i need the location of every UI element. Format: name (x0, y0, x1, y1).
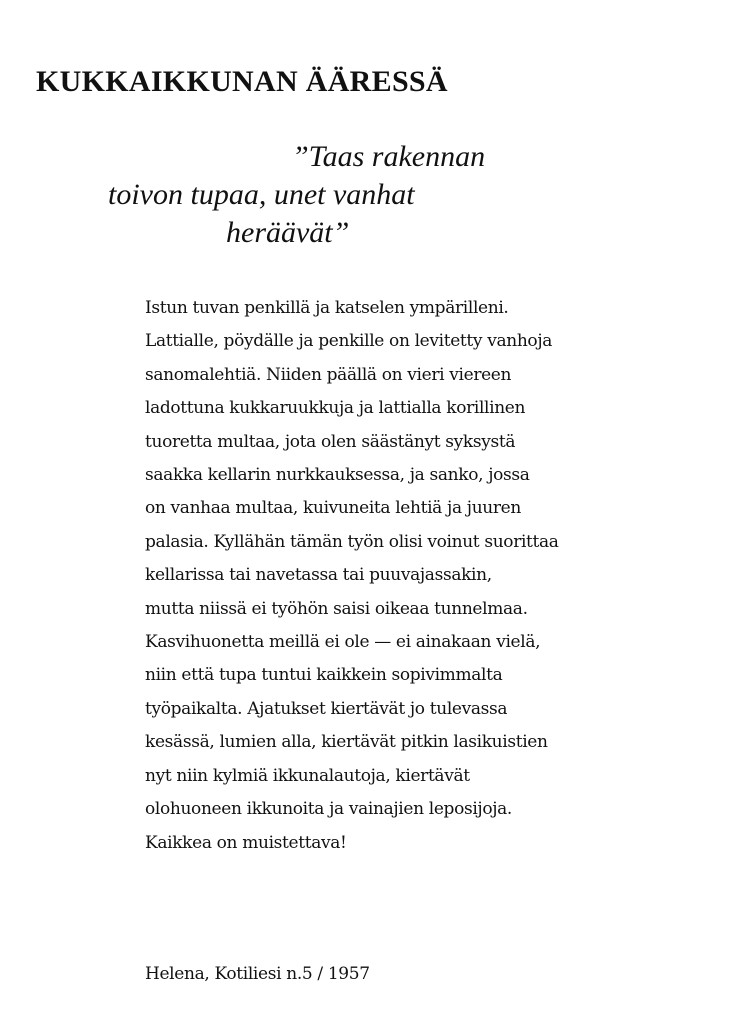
body-paragraph (145, 292, 615, 860)
body-line: Kaikkea on muistettava! (145, 832, 347, 853)
quote-line: toivon tupaa, unet vanhat (108, 178, 415, 211)
body-line: työpaikalta. Ajatukset kiertävät jo tulevassa (145, 698, 508, 719)
body-line: ladottuna kukkaruukkuja ja lattialla korillinen (145, 398, 526, 419)
body-line: Kasvihuonetta meillä ei ole — ei ainakaan vielä, (145, 632, 541, 653)
body-line: on vanhaa multaa, kuivuneita lehtiä ja juuren (145, 498, 521, 519)
body-line: kellarissa tai navetassa tai puuvajassakin, (145, 565, 492, 586)
body-line: sanomalehtiä. Niiden päällä on vieri viereen (145, 364, 512, 385)
source-citation: Helena, Kotiliesi n.5 / 1957 (145, 964, 370, 984)
body-line: nyt niin kylmiä ikkunalautoja, kiertävät (145, 765, 470, 786)
epigraph-quote (90, 138, 540, 252)
body-line: kesässä, lumien alla, kiertävät pitkin lasikuistien (145, 732, 548, 753)
body-line: palasia. Kyllähän tämän työn olisi voinut suorittaa (145, 531, 559, 552)
body-line: olohuoneen ikkunoita ja vainajien leposijoja. (145, 799, 512, 820)
body-line: tuoretta multaa, jota olen säästänyt syksystä (145, 431, 516, 452)
body-line: Lattialle, pöydälle ja penkille on levitetty vanhoja (145, 331, 553, 352)
quote-line: heräävät” (226, 216, 350, 249)
page-title: KUKKAIKKUNAN ÄÄRESSÄ (36, 65, 448, 98)
body-line: saakka kellarin nurkkauksessa, ja sanko, jossa (145, 465, 530, 486)
quote-line: ”Taas rakennan (292, 140, 486, 173)
body-line: niin että tupa tuntui kaikkein sopivimmalta (145, 665, 503, 686)
body-line: mutta niissä ei työhön saisi oikeaa tunnelmaa. (145, 598, 528, 619)
body-line: Istun tuvan penkillä ja katselen ympärilleni. (145, 298, 509, 318)
